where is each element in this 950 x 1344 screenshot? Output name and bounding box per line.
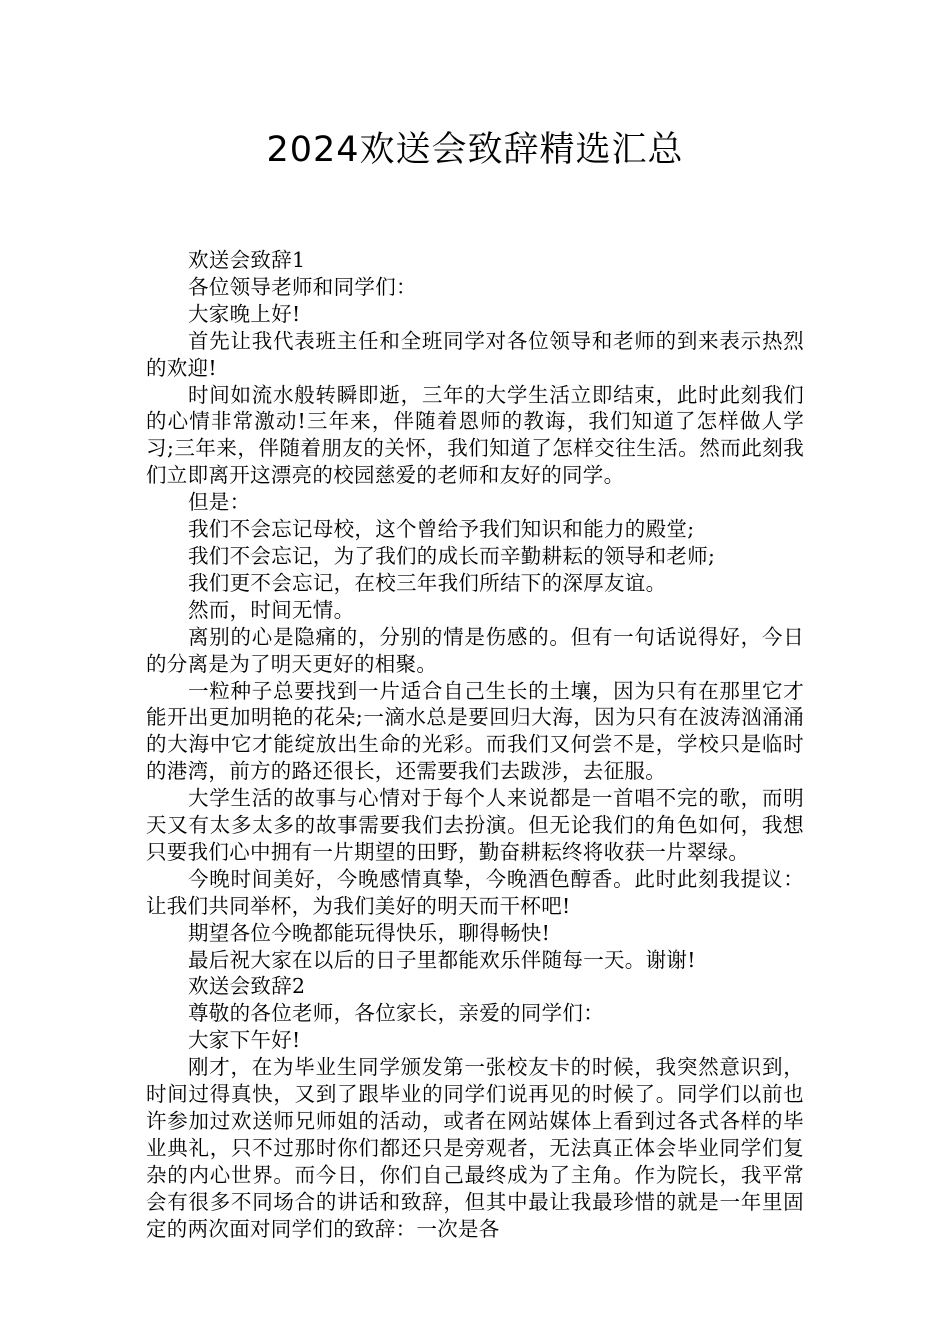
paragraph: 我们不会忘记母校，这个曾给予我们知识和能力的殿堂;: [188, 517, 695, 542]
paragraph: 但是：: [188, 490, 251, 515]
paragraph: 刚才，在为毕业生同学颁发第一张校友卡的时候，我突然意识到，时间过得真快，又到了跟毕业的同学们说再见的时候了。同学们以前也许参加过欢送师兄师姐的活动，或者在网站媒体上看到过各式各样的毕业典礼，只不过那时你们都还只是旁观者，无法真正体会毕业同学们复杂的内心世界。而今日，你们自己最终成为了主角。作为院长，我平常会有很多不同场合的讲话和致辞，但其中最让我最珍惜的就是一年里固定的两次面对同学们的致辞：一次是各: [146, 1055, 804, 1241]
paragraph: 我们更不会忘记，在校三年我们所结下的深厚友谊。: [188, 570, 667, 595]
paragraph: 我们不会忘记，为了我们的成长而辛勤耕耘的领导和老师;: [188, 543, 716, 568]
paragraph: 大家下午好!: [188, 1028, 301, 1053]
document-title: 2024欢送会致辞精选汇总: [266, 130, 684, 170]
paragraph: 欢送会致辞2: [188, 974, 306, 999]
paragraph: 最后祝大家在以后的日子里都能欢乐伴随每一天。谢谢!: [188, 947, 696, 972]
paragraph: 首先让我代表班主任和全班同学对各位领导和老师的到来表示热烈的欢迎!: [146, 328, 804, 380]
paragraph: 时间如流水般转瞬即逝，三年的大学生活立即结束，此时此刻我们的心情非常激动!三年来，伴随着恩师的教诲，我们知道了怎样做人学习;三年来，伴随着朋友的关怀，我们知道了怎样交往生活。然而此刻我们立即离开这漂亮的校园慈爱的老师和友好的同学。: [146, 382, 804, 488]
paragraph: 大家晚上好!: [188, 301, 301, 326]
paragraph: 欢送会致辞1: [188, 248, 306, 272]
paragraph: 尊敬的各位老师，各位家长，亲爱的同学们：: [188, 1001, 604, 1026]
paragraph: 一粒种子总要找到一片适合自己生长的土壤，因为只有在那里它才能开出更加明艳的花朵;一滴水总是要回归大海，因为只有在波涛汹涌涌的大海中它才能绽放出生命的光彩。而我们又何尝不是，学校只是临时的港湾，前方的路还很长，还需要我们去跋涉，去征服。: [146, 678, 804, 784]
paragraph: 大学生活的故事与心情对于每个人来说都是一首唱不完的歌，而明天又有太多太多的故事需要我们去扮演。但无论我们的角色如何，我想只要我们心中拥有一片期望的田野，勤奋耕耘终将收获一片翠绿。: [146, 786, 804, 864]
paragraph: 期望各位今晚都能玩得快乐，聊得畅快!: [188, 920, 551, 945]
paragraph: 离别的心是隐痛的，分别的情是伤感的。但有一句话说得好，今日的分离是为了明天更好的相聚。: [146, 624, 804, 676]
paragraph: 今晚时间美好，今晚感情真挚，今晚酒色醇香。此时此刻我提议：让我们共同举杯，为我们美好的明天而干杯吧!: [146, 866, 804, 918]
document-body: [146, 247, 804, 1243]
paragraph: 然而，时间无情。: [188, 597, 355, 622]
paragraph: 各位领导老师和同学们：: [188, 274, 417, 299]
